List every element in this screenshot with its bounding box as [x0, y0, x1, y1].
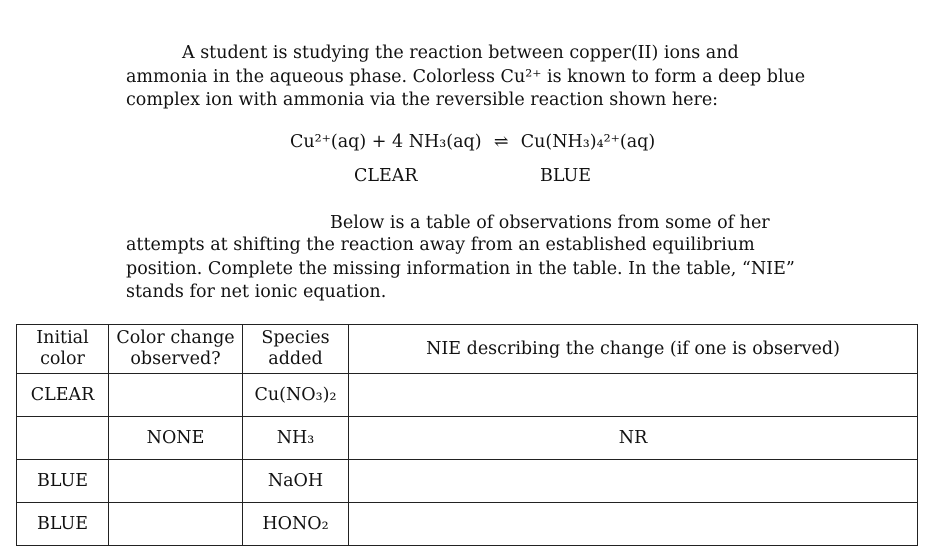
table-row: [17, 374, 918, 417]
cell-initial-color: CLEAR: [17, 374, 109, 417]
intro-paragraph: A student is studying the reaction between copper(II) ions and ammonia in the aqueous phase. Colorless Cu²⁺ is known to form a deep blue complex ion with ammonia via the reversible reaction shown here:: [126, 43, 806, 110]
reactant-color-label: CLEAR: [354, 166, 418, 186]
table-row: [17, 503, 918, 546]
cell-nie: [349, 503, 918, 546]
cell-color-change: [109, 374, 243, 417]
equation-products: Cu(NH₃)₄²⁺(aq): [520, 132, 656, 152]
cell-species-added: Cu(NO₃)₂: [243, 374, 349, 417]
cell-color-change: [109, 460, 243, 503]
cell-nie: NR: [349, 417, 918, 460]
header-species-added: Species added: [243, 325, 349, 374]
table-row: [17, 417, 918, 460]
instructions-paragraph: attempts at shifting the reaction away from an established equilibrium position. Complete the missing information in the table. In the table, “NIE” stands for net ionic equation.: [126, 235, 795, 302]
cell-species-added: HONO₂: [243, 503, 349, 546]
cell-color-change: NONE: [109, 417, 243, 460]
instructions-line1: Below is a table of observations from some of her: [330, 213, 770, 233]
cell-nie: [349, 374, 918, 417]
header-color-change: Color change observed?: [109, 325, 243, 374]
cell-color-change: [109, 503, 243, 546]
table-header-row: [17, 325, 918, 374]
header-initial-color: Initial color: [17, 325, 109, 374]
equilibrium-arrow-icon: ⇌: [493, 132, 509, 152]
product-color-label: BLUE: [540, 166, 592, 186]
cell-species-added: NH₃: [243, 417, 349, 460]
cell-species-added: NaOH: [243, 460, 349, 503]
header-nie: NIE describing the change (if one is observed): [349, 325, 918, 374]
cell-initial-color: BLUE: [17, 503, 109, 546]
equation-reactants: Cu²⁺(aq) + 4 NH₃(aq): [290, 132, 482, 152]
reaction-equation: [290, 132, 655, 152]
cell-nie: [349, 460, 918, 503]
cell-initial-color: BLUE: [17, 460, 109, 503]
cell-initial-color: [17, 417, 109, 460]
observations-table: [16, 324, 918, 546]
table-row: [17, 460, 918, 503]
